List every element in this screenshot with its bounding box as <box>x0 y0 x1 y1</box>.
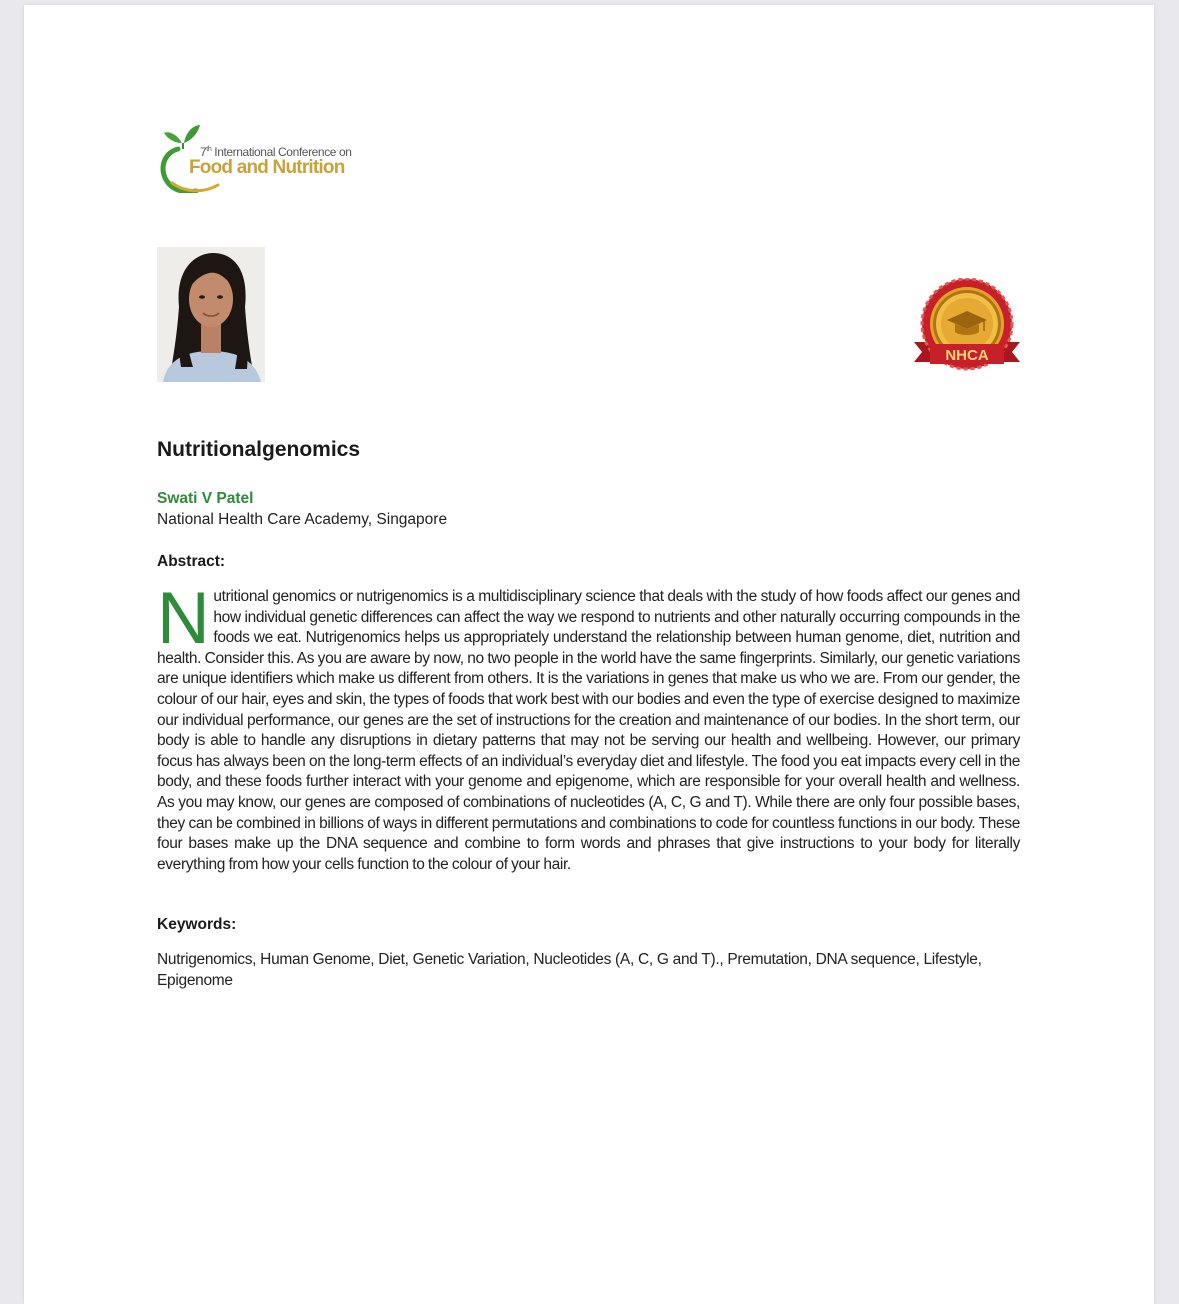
author-name: Swati V Patel <box>157 490 254 507</box>
paper-page <box>24 5 1154 1304</box>
abstract-text: utritional genomics or nutrigenomics is a multidisciplinary science that deals with the study of how foods affect our genes and how individual genetic differences can affect the way we respond to nutrients and other naturally occurring compounds in the foods we eat. Nutrigenomics helps us appropriately understand the relationship between human genome, diet, nutrition and health. Consider this. As you are aware by now, no two people in the world have the same fingerprints. Similarly, our genetic variations are unique identifiers which make us different from others. It is the variations in genes that make us who we are. From our gender, the colour of our hair, eyes and skin, the types of foods that work best with our bodies and even the type of exercise designed to maximize our individual performance, our genes are the set of instructions for the creation and maintenance of our bodies. In the short term, our body is able to handle any disruptions in dietary patterns that may not be serving our health and wellbeing. However, our primary focus has always been on the long-term effects of an individual’s everyday diet and lifestyle. The food you eat impacts every cell in the body, and these foods further interact with your genome and epigenome, which are responsible for your overall health and wellness. As you may know, our genes are composed of combinations of nucleotides (A, C, G and T). While there are only four possible bases, they can be combined in billions of ways in different permutations and combinations to code for countless functions in our body. These four bases make up the DNA sequence and combine to form words and phrases that give instructions to your body for literally everything from how your cells function to the colour of your hair. <box>157 588 1020 873</box>
logo-conference-topic: Food and Nutrition <box>189 157 345 178</box>
paper-title: Nutritionalgenomics <box>157 438 361 461</box>
author-photo <box>157 247 265 382</box>
logo-conference-line: 7th International Conference on <box>200 145 352 159</box>
conference-logo <box>156 121 352 193</box>
author-affiliation: National Health Care Academy, Singapore <box>157 511 448 528</box>
abstract-body <box>157 578 1020 875</box>
keywords-heading: Keywords: <box>157 916 237 933</box>
abstract-dropcap: N <box>157 578 210 659</box>
keywords-text: Nutrigenomics, Human Genome, Diet, Genetic Variation, Nucleotides (A, C, G and T)., Premutation, DNA sequence, Lifestyle, Epigenome <box>157 951 982 989</box>
abstract-heading: Abstract: <box>157 553 226 570</box>
nhca-badge-label: NHCA <box>945 347 989 364</box>
nhca-badge <box>912 278 1022 378</box>
